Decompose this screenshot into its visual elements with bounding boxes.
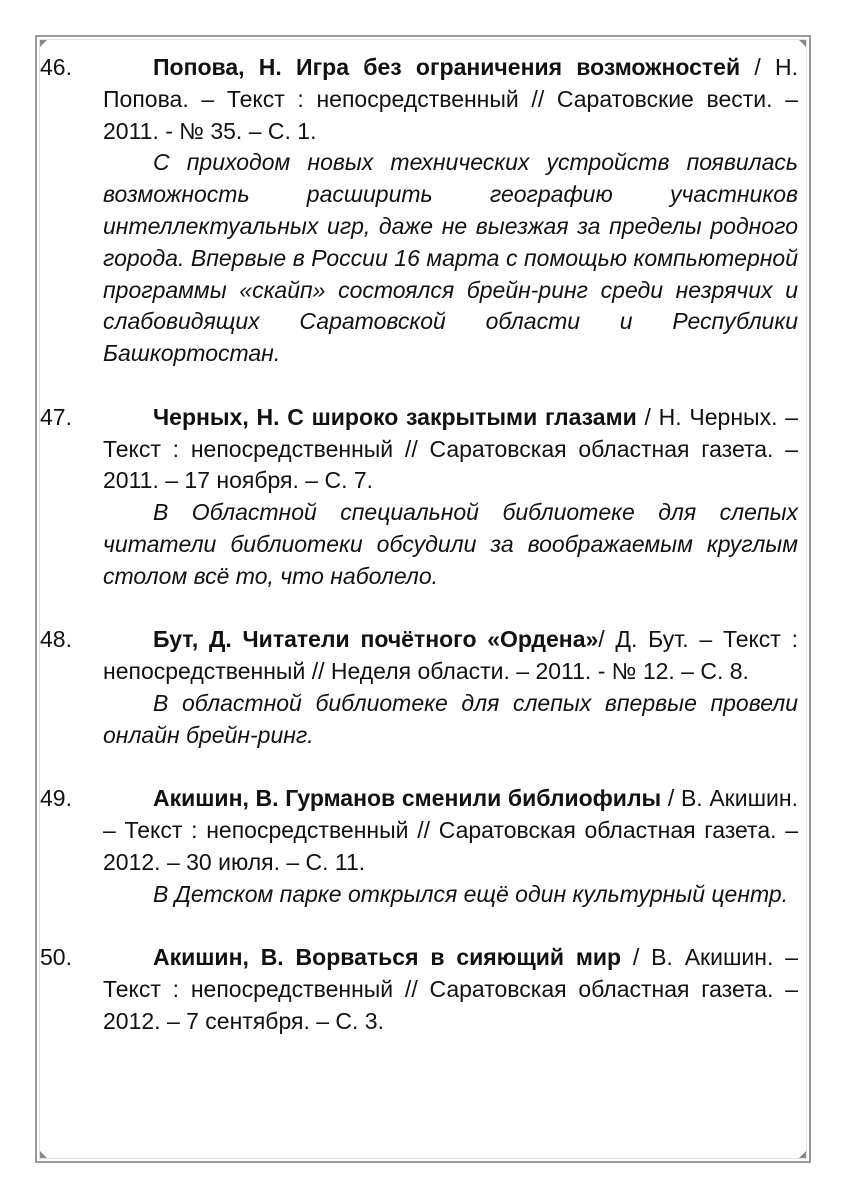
corner-ornament-bottom-left — [40, 1151, 47, 1158]
bibliography-entry-47 — [40, 402, 798, 593]
entry-citation — [103, 783, 798, 878]
entry-annotation: С приходом новых технических устройств появилась возможность расширить географию участников интеллектуальных игр, даже не выезжая за пределы родного города. Впервые в России 16 марта с помощью компьютерной программы «скайп» состоялся брейн-ринг среди незрячих и слабовидящих Саратовской области и Республики Башкортостан. — [103, 149, 798, 367]
bibliography-entry-46 — [40, 52, 798, 370]
entry-annotation: В Областной специальной библиотеке для слепых читатели библиотеки обсудили за воображаемым круглым столом всё то, что наболело. — [103, 499, 798, 589]
entry-number: 49. — [40, 785, 72, 812]
corner-ornament-top-right — [799, 40, 806, 47]
entry-details: / В. Акишин. – Текст : непосредственный // Саратовская областная газета. – 2012. – 30 июля. – С. 11. — [103, 785, 798, 875]
entry-title: Акишин, В. Ворваться в сияющий мир — [153, 944, 622, 971]
entry-citation — [103, 52, 798, 147]
entry-details: / Н. Черных. – Текст : непосредственный // Саратовская областная газета. – 2011. – 17 ноября. – С. 7. — [103, 403, 799, 494]
entry-title: Черных, Н. С широко закрытыми глазами — [153, 403, 637, 430]
corner-ornament-bottom-right — [799, 1151, 806, 1158]
entry-details: / Д. Бут. – Текст : непосредственный // Неделя области. – 2011. - № 12. – С. 8. — [103, 626, 798, 685]
entry-annotation: В областной библиотеке для слепых впервые провели онлайн брейн-ринг. — [103, 689, 798, 748]
bibliography-entry-49 — [40, 783, 798, 910]
entry-number: 47. — [40, 403, 72, 430]
entry-title: Попова, Н. Игра без ограничения возможностей — [153, 54, 741, 80]
corner-ornament-top-left — [40, 40, 47, 47]
bibliography-list — [40, 52, 798, 1070]
entry-citation — [103, 402, 798, 497]
entry-number: 48. — [40, 626, 72, 653]
bibliography-entry-50 — [40, 942, 798, 1037]
entry-title: Бут, Д. Читатели почётного «Ордена» — [153, 626, 599, 653]
entry-number: 50. — [40, 944, 72, 971]
entry-details: / Н. Попова. – Текст : непосредственный // Саратовские вести. – 2011. - № 35. – С. 1. — [103, 54, 798, 144]
entry-number: 46. — [40, 54, 72, 80]
entry-citation — [103, 624, 798, 688]
entry-citation — [103, 942, 798, 1037]
entry-details: / В. Акишин. – Текст : непосредственный // Саратовская областная газета. – 2012. – 7 сентября. – С. 3. — [103, 944, 798, 1034]
bibliography-entry-48 — [40, 624, 798, 751]
entry-annotation: В Детском парке открылся ещё один культурный центр. — [153, 880, 789, 907]
entry-title: Акишин, В. Гурманов сменили библиофилы — [153, 785, 662, 812]
